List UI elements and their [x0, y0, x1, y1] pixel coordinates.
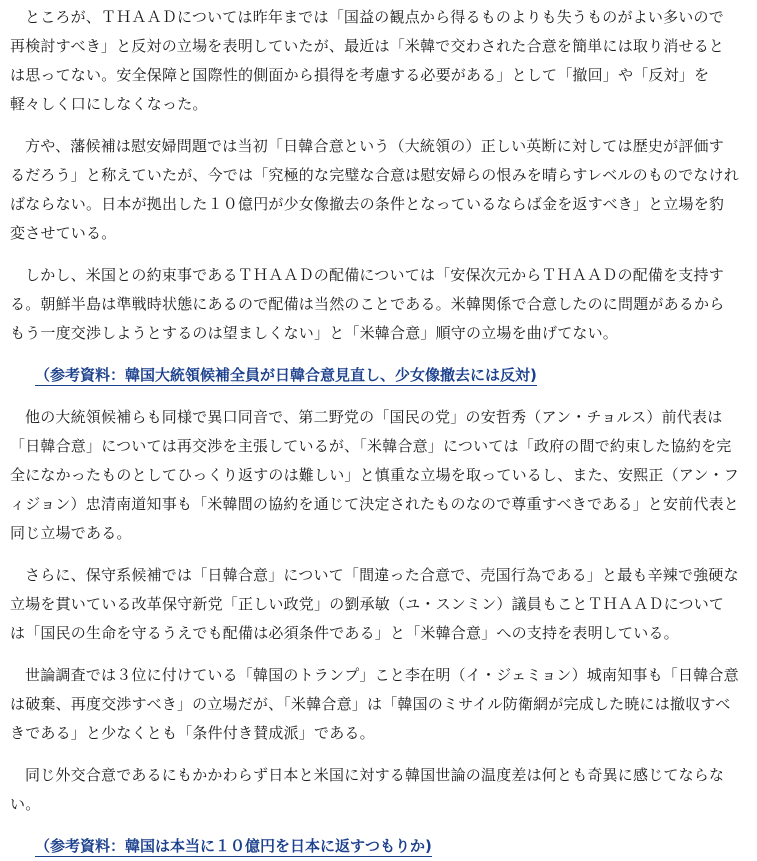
paragraph-thaad-deployment-support: しかし、米国との約束事であるＴＨＡＡＤの配備については「安保次元からＴＨＡＡＤの配備を支持する。朝鮮半島は準戦時状態にあるので配備は当然のことである。米韓関係で合意したのに問題があるからもう一度交渉しようとするのは望ましくない」と「米韓合意」順守の立場を曲げてない。 [10, 266, 725, 342]
paragraph-gap [10, 348, 739, 361]
paragraph-gap [10, 819, 739, 832]
paragraph-gap [10, 648, 739, 661]
reference-link-candidates-review[interactable]: （参考資料：韓国大統領候補全員が日韓合意見直し、少女像撤去には反対) [35, 366, 537, 384]
paragraph-other-candidates: 他の大統領候補らも同様で異口同音で、第二野党の「国民の党」の安哲秀（アン・チョルス）前代表は「日韓合意」については再交渉を主張しているが、「米韓合意」については「政府の間で約束した協約を完全になかったものとしてひっくり返すのは難しい」と慎重な立場を取っているし、また、安熙正（アン・フィジョン）忠清南道知事も「米韓間の協約を通じて決定されたものなので尊重すべきである」と安前代表と同じ立場である。 [10, 408, 740, 542]
paragraph-conclusion: 同じ外交合意であるにもかかわらず日本と米国に対する韓国世論の温度差は何とも奇異に感じてならない。 [10, 766, 725, 813]
paragraph-gap [10, 748, 739, 761]
paragraph-thaad-position-change: ところが、ＴＨＡＡＤについては昨年までは「国益の観点から得るものよりも失うものがよい多いので再検討すべき」と反対の立場を表明していたが、最近は「米韓で交わされた合意を簡単には取り消せるとは思ってない。安全保障と国際性的側面から損得を考慮する必要がある」として「撤回」や「反対」を軽々しく口にしなくなった。 [10, 8, 725, 113]
reference-link-row [10, 361, 739, 390]
paragraph-gap [10, 119, 739, 132]
paragraph-poll-third-place: 世論調査では３位に付けている「韓国のトランプ」こと李在明（イ・ジェミョン）城南知事も「日韓合意は破棄、再度交渉すべき」の立場だが、「米韓合意」は「韓国のミサイル防衛網が完成した暁には撤収すべきである」と少なくとも「条件付き賛成派」である。 [10, 666, 739, 742]
paragraph-conservative-candidate: さらに、保守系候補では「日韓合意」について「間違った合意で、売国行為である」と最も辛辣で強硬な立場を貫いている改革保守新党「正しい政党」の劉承敏（ユ・スンミン）議員もことＴＨＡＡＤについては「国民の生命を守るうえでも配備は必須条件である」と「米韓合意」への支持を表明している。 [10, 566, 739, 642]
reference-link-row [10, 832, 739, 861]
paragraph-gap [10, 390, 739, 403]
reference-link-return-funds[interactable]: （参考資料：韓国は本当に１０億円を日本に返すつもりか) [35, 837, 432, 855]
paragraph-comfort-women-stance: 方や、藩候補は慰安婦問題では当初「日韓合意という（大統領の）正しい英断に対しては歴史が評価するだろう」と称えていたが、今では「究極的な完璧な合意は慰安婦らの恨みを晴らすレベルのものでなければならない。日本が拠出した１０億円が少女像撤去の条件となっているならば金を返すべき」と立場を豹変させている。 [10, 137, 740, 242]
paragraph-gap [10, 548, 739, 561]
paragraph-gap [10, 248, 739, 261]
